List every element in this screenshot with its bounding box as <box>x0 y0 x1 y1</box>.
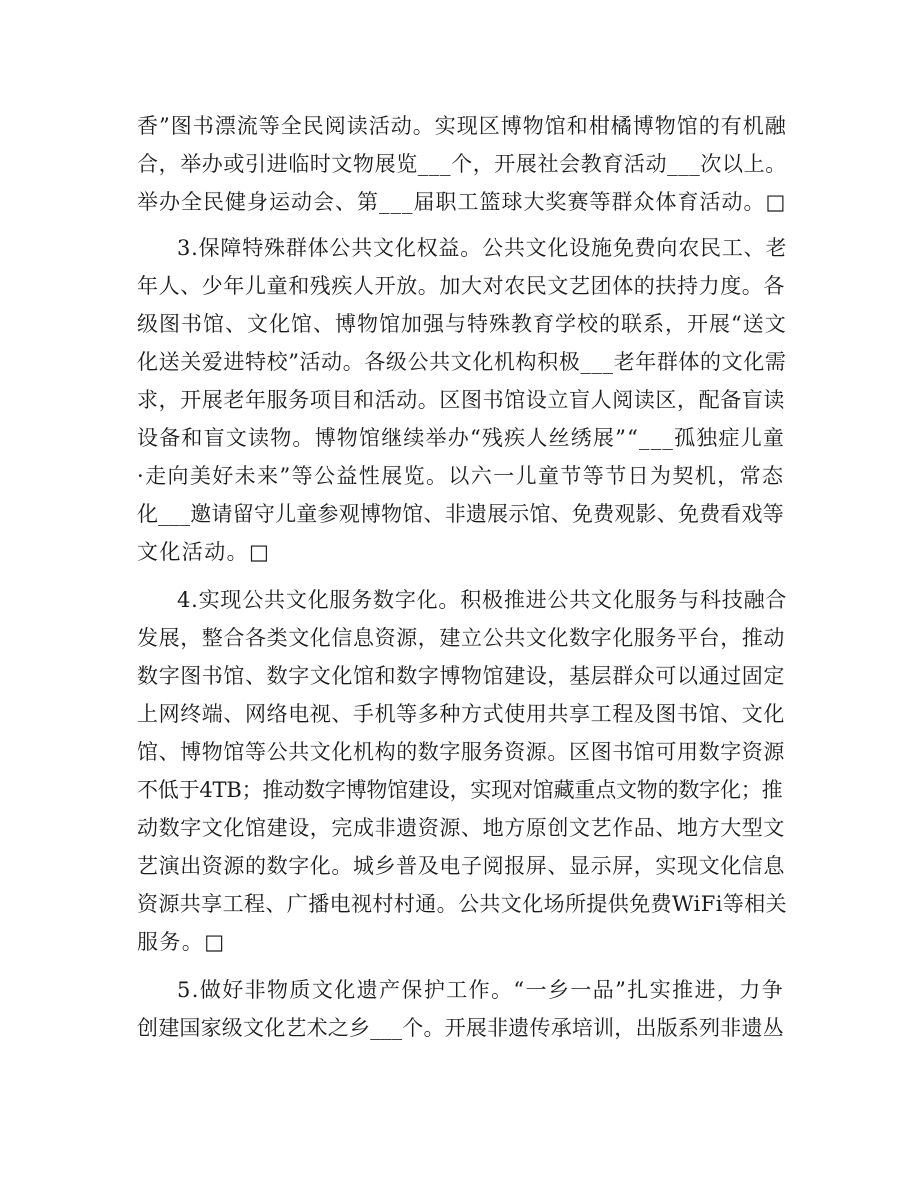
text-line: 资源共享工程、广播电视村村通。公共文化场所提供免费WiFi等相关 <box>137 892 788 916</box>
text-line: 上网终端、网络电视、手机等多种方式使用共享工程及图书馆、文化 <box>137 702 785 726</box>
text-line: 动数字文化馆建设，完成非遗资源、地方原创文艺作品、地方大型文 <box>137 816 785 840</box>
text-line: 发展，整合各类文化信息资源，建立公共文化数字化服务平台，推动 <box>137 626 785 650</box>
text-line: 求，开展老年服务项目和活动。区图书馆设立盲人阅读区，配备盲读 <box>137 388 785 412</box>
text-line: 服务。□ <box>137 930 226 954</box>
text-line: 设备和盲文读物。博物馆继续举办“残疾人丝绣展”“___孤独症儿童 <box>137 426 786 450</box>
text-line: 馆、博物馆等公共文化机构的数字服务资源。区图书馆可用数字资源 <box>137 740 785 764</box>
text-line: 4.实现公共文化服务数字化。积极推进公共文化服务与科技融合 <box>177 588 788 612</box>
text-line: 5.做好非物质文化遗产保护工作。“一乡一品”扎实推进，力争 <box>177 978 785 1002</box>
text-line: 艺演出资源的数字化。城乡普及电子阅报屏、显示屏，实现文化信息 <box>137 854 785 878</box>
text-line: 数字图书馆、数字文化馆和数字博物馆建设，基层群众可以通过固定 <box>137 664 785 688</box>
text-line: 创建国家级文化艺术之乡___个。开展非遗传承培训，出版系列非遗丛 <box>137 1016 784 1040</box>
text-line: 3.保障特殊群体公共文化权益。公共文化设施免费向农民工、老 <box>177 236 788 260</box>
text-line: 化送关爱进特校”活动。各级公共文化机构积极___老年群体的文化需 <box>137 350 787 374</box>
text-line: 年人、少年儿童和残疾人开放。加大对农民文艺团体的扶持力度。各 <box>137 274 785 298</box>
text-line: ·走向美好未来”等公益性展览。以六一儿童节等节日为契机，常态 <box>137 464 785 488</box>
text-line: 级图书馆、文化馆、博物馆加强与特殊教育学校的联系，开展“送文 <box>137 312 787 336</box>
text-line: 合，举办或引进临时文物展览___个，开展社会教育活动___次以上。 <box>137 152 787 176</box>
text-line: 文化活动。□ <box>137 540 271 564</box>
text-line: 香”图书漂流等全民阅读活动。实现区博物馆和柑橘博物馆的有机融 <box>137 114 787 138</box>
text-line: 化___邀请留守儿童参观博物馆、非遗展示馆、免费观影、免费看戏等 <box>137 502 784 526</box>
text-line: 不低于4TB；推动数字博物馆建设，实现对馆藏重点文物的数字化；推 <box>137 778 783 802</box>
text-line: 举办全民健身运动会、第___届职工篮球大奖赛等群众体育活动。□ <box>137 190 787 214</box>
